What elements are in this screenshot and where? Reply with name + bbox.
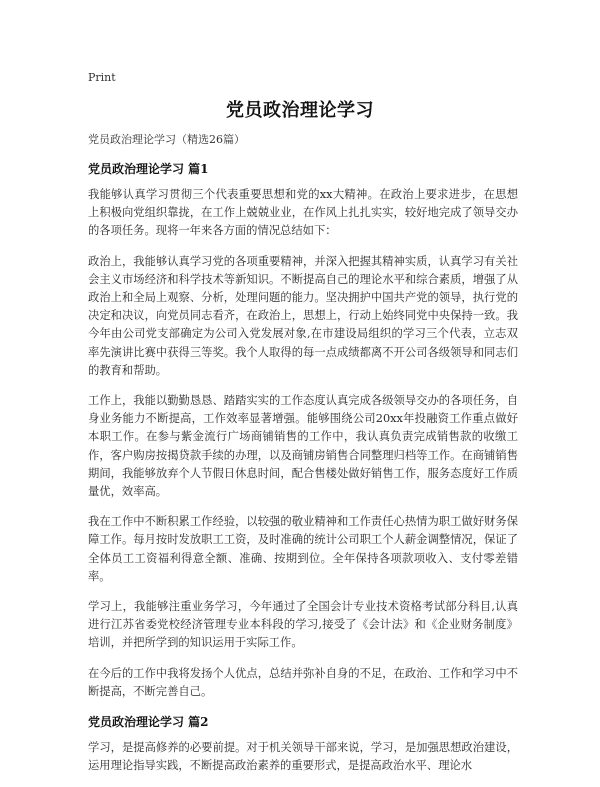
print-link[interactable]: Print (88, 71, 116, 84)
paragraph: 学习上，我能够注重业务学习，今年通过了全国会计专业技术资格考试部分科目,认真进行江苏省委党校经济管理专业本科段的学习,接受了《会计法》和《企业财务制度》培训，并把所学到的知识运用于实际工作。 (88, 600, 518, 650)
paragraph: 在今后的工作中我将发扬个人优点，总结并弥补自身的不足，在政治、工作和学习中不断提高，不断完善自己。 (88, 666, 518, 698)
section-heading: 党员政治理论学习 篇2 (88, 715, 209, 730)
paragraph: 学习，是提高修养的必要前提。对于机关领导干部来说，学习，是加强思想政治建设，运用理论指导实践，不断提高政治素养的重要形式，是提高政治水平、理论水 (88, 741, 518, 773)
page-title: 党员政治理论学习 (226, 100, 374, 121)
paragraph: 我能够认真学习贯彻三个代表重要思想和党的xx大精神。在政治上要求进步，在思想上积极向党组织靠拢，在工作上兢兢业业，在作风上扎扎实实，较好地完成了领导交办的各项任务。现将一年来各方面的情况总结如下： (88, 188, 518, 238)
document-body (88, 160, 518, 787)
paragraph: 工作上，我能以勤勤恳恳、踏踏实实的工作态度认真完成各级领导交办的各项任务，自身业务能力不断提高，工作效率显著增强。能够围绕公司20xx年投融资工作重点做好本职工作。在参与紫金流行广场商铺销售的工作中，我认真负责完成销售款的收缴工作，客户购房按揭贷款手续的办理，以及商铺房销售合同整理归档等工作。在商铺销售期间，我能够放弃个人节假日休息时间，配合售楼处做好销售工作，服务态度好工作质量优，效率高。 (88, 394, 518, 499)
paragraph: 我在工作中不断积累工作经验，以较强的敬业精神和工作责任心热情为职工做好财务保障工作。每月按时发放职工工资，及时准确的统计公司职工个人薪金调整情况，保证了全体员工工资福利得意全额、准确、按期到位。全年保持各项款项收入、支付零差错率。 (88, 515, 518, 583)
document-subtitle: 党员政治理论学习（精选26篇） (88, 133, 245, 146)
section-heading: 党员政治理论学习 篇1 (88, 162, 209, 176)
paragraph: 政治上，我能够认真学习党的各项重要精神，并深入把握其精神实质，认真学习有关社会主义市场经济和科学技术等新知识。不断提高自己的理论水平和综合素质，增强了从政治上和全局上观察、分析，处理问题的能力。坚决拥护中国共产党的领导，执行党的决定和决议，向党员同志看齐，在政治上，思想上，行动上始终同党中央保持一致。我今年由公司党支部确定为公司入党发展对象,在市建设局组织的学习三个代表，立志双率先演讲比赛中获得三等奖。我个人取得的每一点成绩都离不开公司各级领导和同志们的教育和帮助。 (88, 254, 518, 377)
